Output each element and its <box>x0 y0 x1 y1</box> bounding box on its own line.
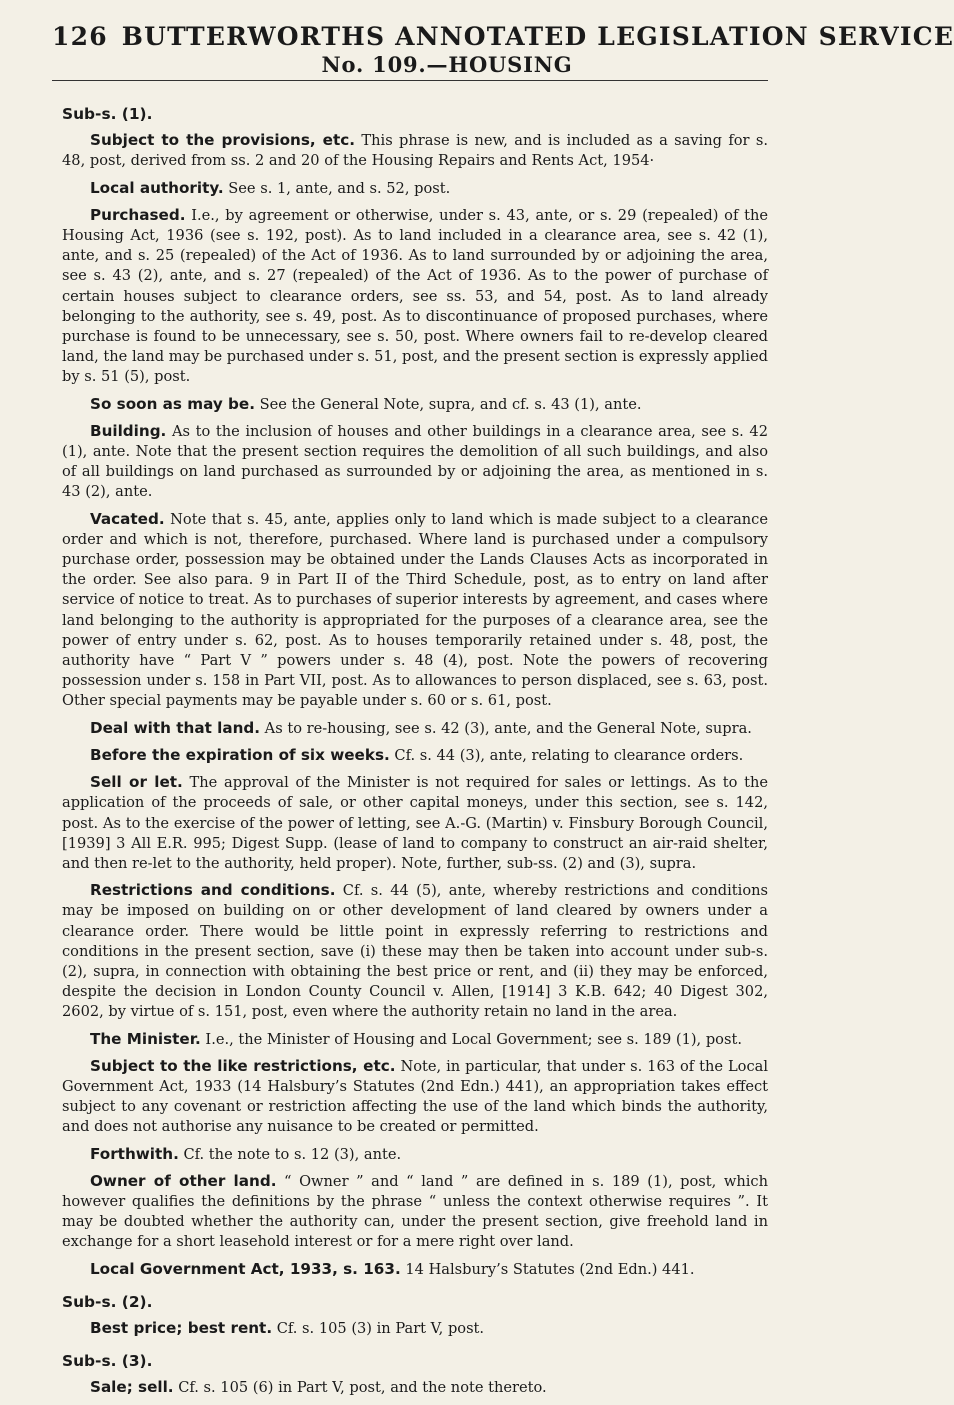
annotation-paragraph <box>62 421 768 503</box>
annotation-heading: Building. <box>90 421 167 440</box>
annotation-heading: Owner of other land. <box>90 1171 277 1190</box>
annotation-paragraph <box>62 178 768 199</box>
annotation-body <box>62 92 768 1405</box>
annotation-heading: Subject to the provisions, etc. <box>90 131 356 150</box>
header-rule <box>52 80 768 81</box>
annotation-paragraph <box>62 205 768 388</box>
annotation-text: As to re-housing, see s. 42 (3), ante, and the General Note, supra. <box>260 719 752 737</box>
annotation-text: I.e., by agreement or otherwise, under s. 43, ante, or s. 29 (repealed) of the Housing Act, 1936 (see s. 192, post). As to land included in a clearance area, see s. 42 (1), ante, and s. 25 (repealed) of the Act of 1936. As to land surrounded by or adjoining the area, see s. 43 (2), ante, and s. 27 (repealed) of the Act of 1936. As to the power of purchase of certain houses subject to clearance orders, see ss. 53, and 54, post. As to land already belonging to the authority, see s. 49, post. As to discontinuance of proposed purchases, where purchase is found to be unnecessary, see s. 50, post. Where owners fail to re-develop cleared land, the land may be purchased under s. 51, post, and the present section is expressly applied by s. 51 (5), post. <box>62 206 768 386</box>
annotation-text: Note, in particular, that under s. 163 of the Local Government Act, 1933 (14 Halsbury’s Statutes (2nd Edn.) 441), an appropriation takes effect subject to any covenant or restriction affecting the use of the land which binds the authority, and does not authorise any nuisance to be created or permitted. <box>62 1057 768 1136</box>
annotation-text: This phrase is new, and is included as a saving for s. 48, post, derived from ss. 2 and 20 of the Housing Repairs and Rents Act, 1954· <box>62 132 768 170</box>
annotation-text: Cf. s. 44 (3), ante, relating to clearance orders. <box>389 746 744 764</box>
annotation-paragraph <box>62 1259 768 1280</box>
annotation-heading: So soon as may be. <box>90 394 255 413</box>
page-number: 126 <box>52 22 108 51</box>
annotation-text: Cf. s. 105 (6) in Part V, post, and the note thereto. <box>173 1379 547 1397</box>
annotation-heading: Local Government Act, 1933, s. 163. <box>90 1259 401 1278</box>
annotation-heading: Local authority. <box>90 178 224 197</box>
annotation-heading: Vacated. <box>90 509 165 528</box>
annotation-paragraph <box>62 1318 768 1339</box>
annotation-paragraph <box>62 718 768 739</box>
annotation-text: 14 Halsbury’s Statutes (2nd Edn.) 441. <box>400 1260 695 1278</box>
annotation-heading: The Minister. <box>90 1029 201 1048</box>
annotation-paragraph <box>62 394 768 415</box>
annotation-paragraph <box>62 509 768 712</box>
annotation-paragraph <box>62 1144 768 1165</box>
annotation-paragraph <box>62 772 768 874</box>
running-title: BUTTERWORTHS ANNOTATED LEGISLATION SERVICE <box>121 22 954 51</box>
subsection-heading: Sub-s. (1). <box>62 105 153 123</box>
annotation-paragraph <box>62 1171 768 1253</box>
annotation-heading: Subject to the like restrictions, etc. <box>90 1056 396 1075</box>
annotation-heading: Sell or let. <box>90 773 183 792</box>
annotation-heading: Restrictions and conditions. <box>90 881 336 900</box>
annotation-paragraph <box>62 880 768 1022</box>
annotation-text: I.e., the Minister of Housing and Local Government; see s. 189 (1), post. <box>200 1030 742 1048</box>
annotation-paragraph <box>62 1377 768 1398</box>
page-header <box>52 22 954 78</box>
annotation-heading: Deal with that land. <box>90 718 261 737</box>
annotation-heading: Before the expiration of six weeks. <box>90 745 390 764</box>
annotation-text: See the General Note, supra, and cf. s. 43 (1), ante. <box>254 395 642 413</box>
subsection-heading: Sub-s. (2). <box>62 1292 153 1311</box>
annotation-heading: Purchased. <box>90 205 186 224</box>
annotation-paragraph <box>62 130 768 171</box>
chapter-subtitle: No. 109.—HOUSING <box>321 52 573 77</box>
annotation-text: The approval of the Minister is not required for sales or lettings. As to the application of the proceeds of sale, or other capital moneys, under this section, see s. 142, post. As to the exercise of the power of letting, see A.-G. (Martin) v. Finsbury Borough Council, [1939] 3 All E.R. 995; Digest Supp. (lease of land to company to construct an air-raid shelter, and then re-let to the authority, held proper). Note, further, sub-ss. (2) and (3), supra. <box>62 774 769 872</box>
annotation-text: “ Owner ” and “ land ” are defined in s. 189 (1), post, which however qualifies the definitions by the phrase “ unless the context otherwise requires ”. It may be doubted whether the authority can, under the present section, give freehold land in exchange for a short leasehold interest or for a mere right over land. <box>62 1172 768 1251</box>
annotation-heading: Sale; sell. <box>90 1378 174 1397</box>
annotation-text: Cf. the note to s. 12 (3), ante. <box>178 1145 402 1163</box>
annotation-text: As to the inclusion of houses and other buildings in a clearance area, see s. 42 (1), ante. Note that the present section requires the demolition of all such buildings, and also of all buildings on land purchased as surrounded by or adjoining the area, as mentioned in s. 43 (2), ante. <box>62 422 768 501</box>
annotation-text: See s. 1, ante, and s. 52, post. <box>223 179 451 197</box>
annotation-text: Note that s. 45, ante, applies only to land which is made subject to a clearance order and which is not, therefore, purchased. Where land is purchased under a compulsory purchase order, possession may be obtained under the Lands Clauses Acts as incorporated in the order. See also para. 9 in Part II of the Third Schedule, post, as to entry on land after service of notice to treat. As to purchases of superior interests by agreement, and cases where land belonging to the authority is appropriated for the purposes of a clearance area, see the power of entry under s. 62, post. As to houses temporarily retained under s. 48, post, the authority have “ Part V ” powers under s. 48 (4), post. Note the powers of recovering possession under s. 158 in Part VII, post. As to allowances to person displaced, see s. 63, post. Other special payments may be payable under s. 60 or s. 61, post. <box>62 510 768 710</box>
annotation-text: Cf. s. 44 (5), ante, whereby restrictions and conditions may be imposed on building on or other development of land cleared by owners under a clearance order. There would be little point in expressly referring to restrictions and conditions in the present section, save (i) these may then be taken into account under sub-s. (2), supra, in connection with obtaining the best price or rent, and (ii) they may be enforced, despite the decision in London County Council v. Allen, [1914] 3 K.B. 642; 40 Digest 302, 2602, by virtue of s. 151, post, even where the authority retain no land in the area. <box>62 882 768 1021</box>
annotation-heading: Forthwith. <box>90 1144 179 1163</box>
annotation-paragraph <box>62 745 768 766</box>
annotation-heading: Best price; best rent. <box>90 1318 273 1337</box>
running-head <box>52 22 954 52</box>
annotation-paragraph <box>62 1056 768 1138</box>
annotation-text: Cf. s. 105 (3) in Part V, post. <box>272 1319 485 1337</box>
annotation-paragraph <box>62 1029 768 1050</box>
subsection-heading: Sub-s. (3). <box>62 1352 153 1371</box>
